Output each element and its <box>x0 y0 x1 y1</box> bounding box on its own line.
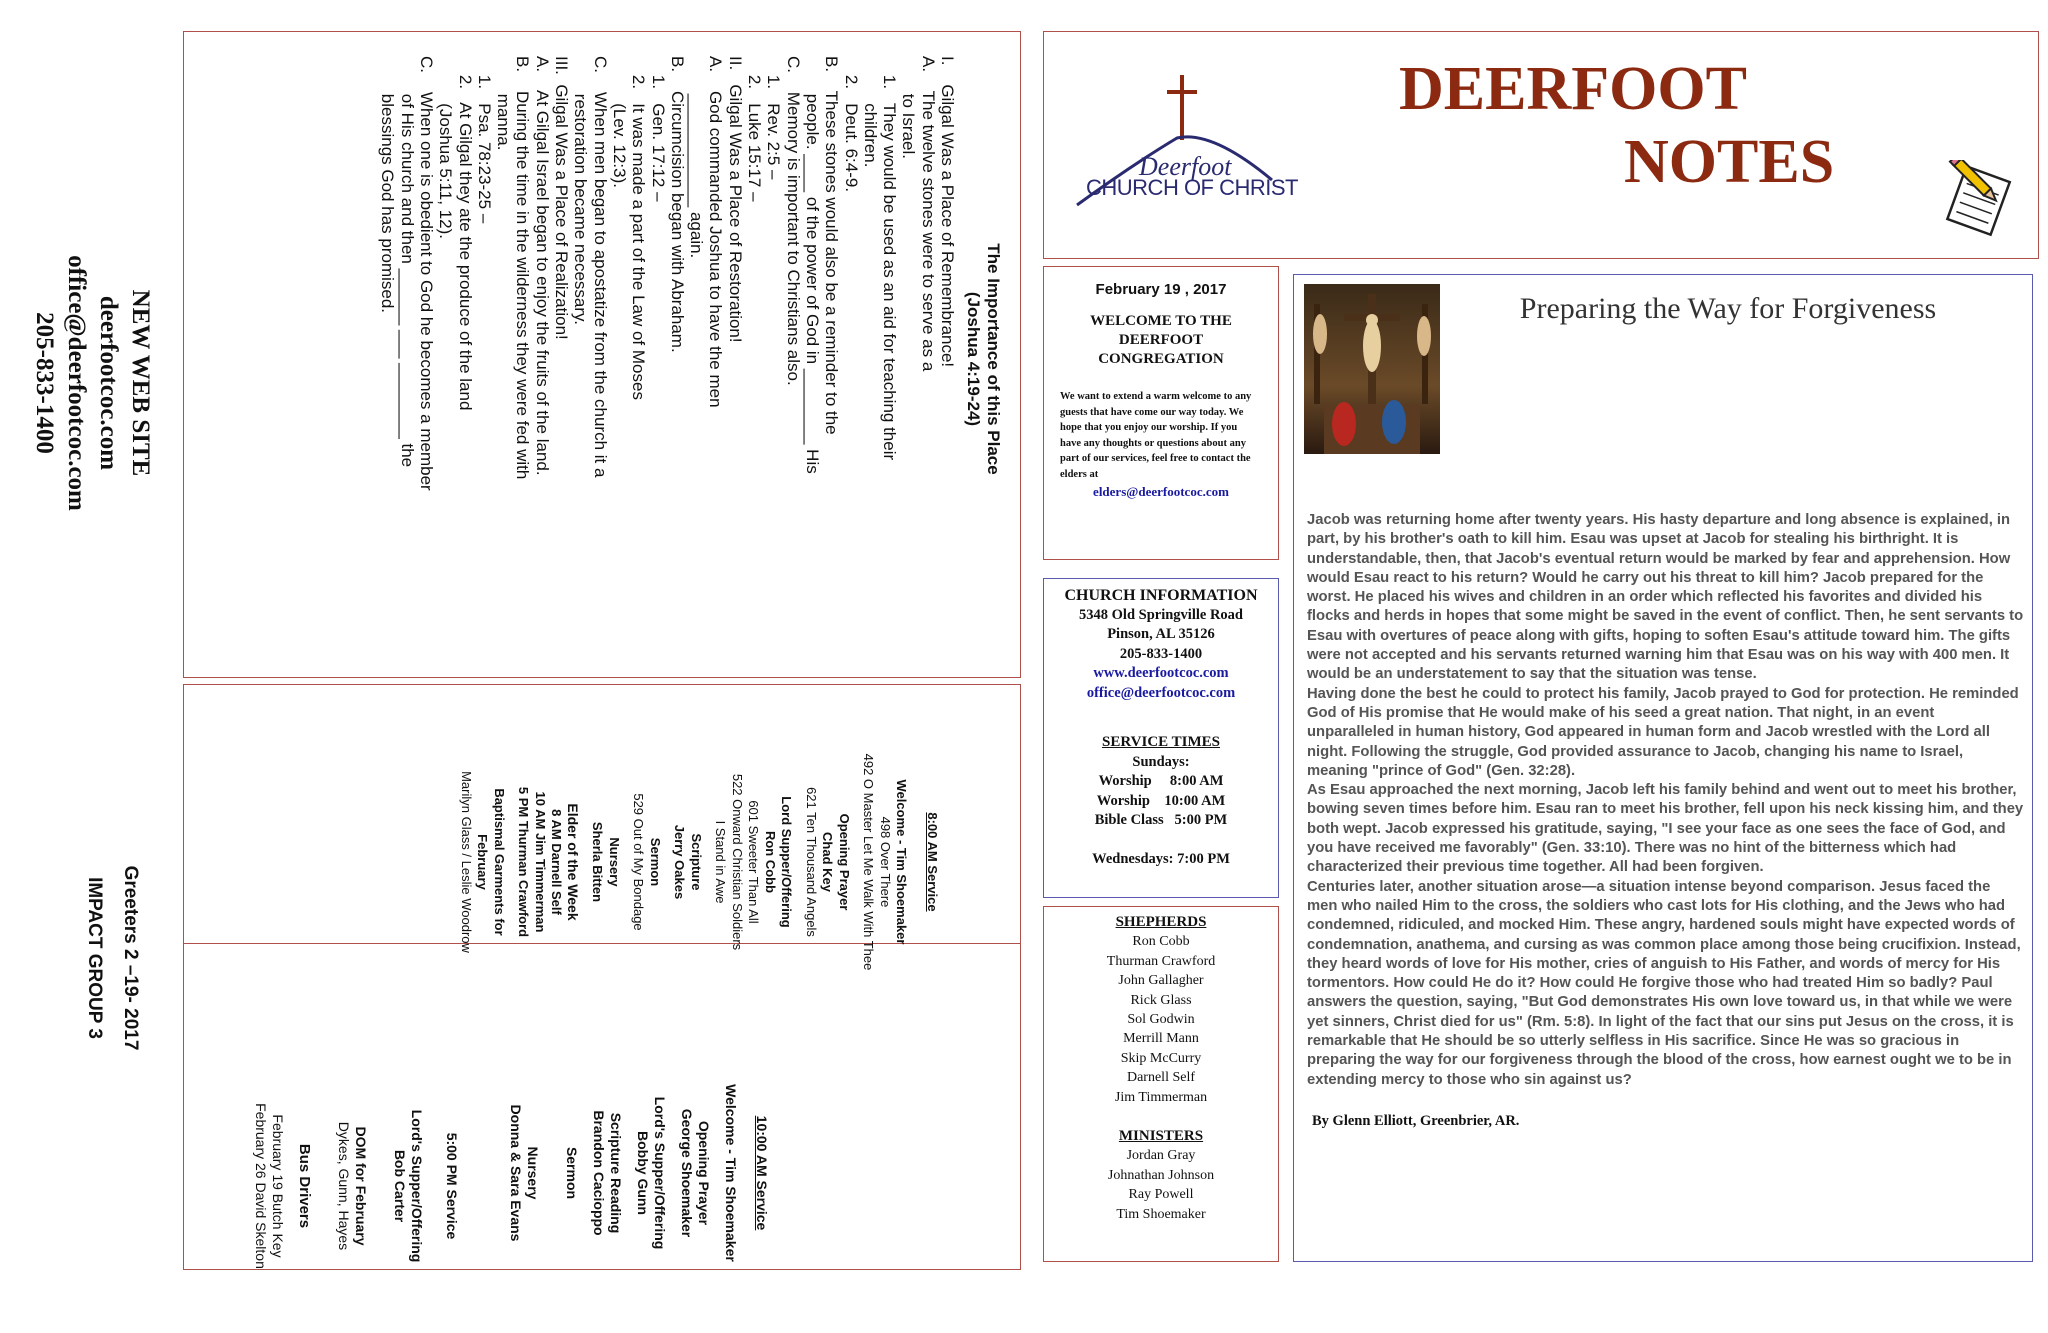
supper-name: Ron Cobb <box>763 830 778 894</box>
outline-line: B. Circumcision began with Abraham. <box>667 56 687 353</box>
outline-line: A. At Gilgal Israel began to enjoy the fruits of the land. <box>532 56 552 476</box>
song-4: 601 Sweeter Than All <box>746 800 762 924</box>
elder-label: Elder of the Week <box>565 803 581 921</box>
outline-line: C. When men began to apostatize from the church it a <box>590 56 610 478</box>
outline-line: 1. Rev. 2:5 – <box>764 56 784 180</box>
outline-content <box>187 32 1017 672</box>
greeters-group: IMPACT GROUP 3 <box>84 877 105 1039</box>
article-paragraph-1: Jacob was returning home after twenty years. His hasty departure and long absence is explained, in part, by his brother's oath to kill him. Esau was upset at Jacob for stealing his birthright. It is understandable, then, that Jacob's eventual return would be marked by fear and apprehension. How would Esau react to his return? Would he carry out his threat to kill him? Jacob prepared for the worst. He placed his wives and children in an order which reflected his favorites and divided his flocks and herds in hopes that some might be saved in the event of conflict. Then, he sent servants to Esau with overtures of peace along with gifts, hoping to soften Esau's attitude toward him. The gifts were not accepted and his servants returned warning him that Esau was on his way with 400 men. It would be an understatement to say that the situation was tense. <box>1307 512 2024 683</box>
service-wednesdays: Wednesdays: 7:00 PM <box>1092 850 1230 867</box>
prayer-name: Chad Key <box>820 832 836 892</box>
logo-subtitle: CHURCH OF CHRIST <box>1086 175 1298 200</box>
elder-3: 5 PM Thurman Crawford <box>516 786 532 938</box>
ministers-list <box>1044 1146 1278 1224</box>
dom-label: DOM for February <box>353 1126 369 1246</box>
shepherd-name: Jim Timmerman <box>1114 1089 1208 1105</box>
service-times-heading: SERVICE TIMES <box>1102 734 1220 750</box>
welcome-heading: WELCOME TO THE DEERFOOT CONGREGATION <box>1090 313 1232 367</box>
outline-line: 1. Gen. 17:12 – <box>648 56 668 202</box>
nursery-name: Sherla Bitten <box>590 821 606 903</box>
service-10-nursery-name: Donna & Sara Evans <box>508 1104 524 1242</box>
service-bible-class: Bible Class 5:00 PM <box>1094 812 1228 828</box>
title-notes: NOTES <box>1624 128 1835 196</box>
minister-name: Ray Powell <box>1128 1187 1194 1203</box>
info-website[interactable]: www.deerfootcoc.com <box>1093 665 1229 681</box>
service-8am <box>459 734 944 990</box>
minister-name: Tim Shoemaker <box>1116 1206 1206 1222</box>
service-worship-2: Worship 10:00 AM <box>1096 792 1226 809</box>
outline-line: manna. <box>494 56 514 151</box>
baptismal-label: Baptismal Garments for <box>492 788 507 936</box>
service-8-heading: 8:00 AM Service <box>925 812 940 912</box>
greeters-date: Greeters 2 –19- 2017 <box>120 865 141 1051</box>
scripture-name: Jerry Oakes <box>672 824 688 900</box>
service-10-scripture-label: Scripture Reading <box>608 1112 624 1234</box>
song-2: 492 O Master Let Me Walk With Thee <box>861 753 877 971</box>
service-10-scripture-name: Brandon Cacioppo <box>591 1110 607 1236</box>
prayer-label: Opening Prayer <box>837 813 852 911</box>
pm-blank <box>433 1086 443 1286</box>
info-email[interactable]: office@deerfootcoc.com <box>1086 684 1236 701</box>
service-10-welcome: Welcome - Tim Shoemaker <box>723 1084 739 1262</box>
outline-line: C. Memory is important to Christians also. <box>783 56 803 386</box>
dom-names: Dykes, Gunn, Hayes <box>336 1121 352 1251</box>
shepherd-name: Skip McCurry <box>1120 1050 1202 1066</box>
outline-list <box>378 56 957 662</box>
contact-email[interactable]: office@deerfootcoc.com <box>63 255 90 511</box>
greeters-vertical <box>68 778 148 1138</box>
info-heading: CHURCH INFORMATION <box>1064 587 1258 604</box>
song-3: 621 Ten Thousand Angels <box>804 787 819 937</box>
welcome-box <box>1043 266 1279 560</box>
contact-website[interactable]: deerfootcoc.com <box>95 295 122 471</box>
elder-2: 10 AM Jim Timmerman <box>533 791 548 933</box>
service-worship-1: Worship 8:00 AM <box>1098 773 1224 789</box>
outline-line: 2. It was made a part of the Law of Moses <box>629 56 649 400</box>
outline-subtitle: (Joshua 4:19-24) <box>964 291 983 427</box>
pm-supper-name: Bob Carter <box>392 1149 408 1223</box>
info-phone: 205-833-1400 <box>1119 645 1203 662</box>
article-paragraph-4: Centuries later, another situation arose—a situation intense beyond comparison. Jesus faced the men who nailed Him to the cross, the soldiers who cast lots for His clothing, and the Jews who had condemned, ridiculed, and mocked Him. These angry, hardened souls might have expected words of condemnation, anathema, and cursing as was common place among those being crucifixion. Instead, they heard words of love for His mother, cries of anguish to His Father, and words of mercy for His tormentors. How could He do it? How could He forgive those who had treated Him so badly? Paul answers the question, saying, "But God demonstrates His own love toward us, in that while we were yet sinners, Christ died for us" (Rm. 5:8). In light of the fact that our sins put Jesus on the cross, it is remarkable that He should be so utterly selfless in His sacrifice. Since He was so gracious in preparing the way for our forgiveness through the blood of the cross, how earnest ought we to be in extending mercy to those who sin against us? <box>1307 878 2021 1088</box>
pm-supper-label: Lord's Supper/Offering <box>409 1109 425 1263</box>
outline-line: to Israel. <box>899 56 919 159</box>
service-10am <box>468 1013 768 1333</box>
supper-label: Lord Supper/Offering <box>779 796 795 928</box>
title-deerfoot: DEERFOOT <box>1399 55 1747 123</box>
outline-line: people. ____ of the power of God in ________ His <box>802 56 822 474</box>
church-info-box <box>1043 578 1279 898</box>
contact-heading: NEW WEB SITE <box>127 289 154 477</box>
service-10-prayer-name: George Shoemaker <box>679 1108 695 1238</box>
service-sundays: Sundays: <box>1132 753 1190 770</box>
shepherd-name: John Gallagher <box>1118 973 1204 989</box>
minister-name: Jordan Gray <box>1126 1148 1196 1164</box>
contact-vertical <box>24 173 156 593</box>
article-title: Preparing the Way for Forgiveness <box>1519 292 1937 325</box>
elders-email[interactable]: elders@deerfootcoc.com <box>1093 484 1229 499</box>
outline-line: (Lev. 12:3). <box>609 56 629 188</box>
outline-line: 1. Psa. 78:23-25 – <box>474 56 494 224</box>
shepherd-name: Rick Glass <box>1130 992 1192 1008</box>
service-10-supper-name: Bobby Gunn <box>635 1131 651 1215</box>
pm-heading: 5:00 PM Service <box>444 1132 460 1240</box>
outline-line: A. God commanded Joshua to have the men <box>706 56 726 408</box>
outline-line: 2. At Gilgal they ate the produce of the land <box>455 56 475 411</box>
service-10-heading: 10:00 AM Service <box>754 1115 770 1231</box>
service-10-nursery-label: Nursery <box>525 1146 541 1200</box>
info-address2: Pinson, AL 35126 <box>1107 626 1215 642</box>
article-paragraph-2: Having done the best he could to protect his family, Jacob prayed to God for protection. He reminded God of His promise that He would make of his seed a great nation. That night, in an event unparalleled in human history, God appeared in human form and Jacob wrestled with the Lord all night. Following the struggle, God provided assurance to Jacob, changing his name to Israel, meaning "prince of God" (Gen. 32:28). <box>1307 685 2019 779</box>
outline-line: B. These stones would also be a reminder to the <box>822 56 842 435</box>
service-8-welcome: Welcome - Tim Shoemaker <box>894 779 910 945</box>
info-address1: 5348 Old Springville Road <box>1079 606 1243 623</box>
outline-line: 1. They would be used as an aid for teaching their <box>880 56 900 461</box>
shepherd-name: Sol Godwin <box>1127 1012 1195 1028</box>
logo-name: Deerfoot <box>1139 152 1232 181</box>
service-10-prayer-label: Opening Prayer <box>696 1120 712 1226</box>
sermon-label: Sermon <box>648 837 663 887</box>
outline-line: 2. Deut. 6:4-9. <box>841 56 861 193</box>
song-5: 522 Onward Christian Soldiers <box>730 773 745 951</box>
elder-1: 8 AM Darnell Self <box>549 809 565 915</box>
outline-line: B. During the time in the wilderness they were fed with <box>513 56 533 480</box>
bulletin-date: February 19 , 2017 <box>1095 281 1227 298</box>
outline-line: 2. Luke 15:17 – <box>745 56 765 202</box>
outline-line: I. Gilgal Was a Place of Remembrance! <box>938 56 957 368</box>
notepad-pencil-icon <box>1944 160 2022 240</box>
outline-line: blessings God has promised. <box>378 56 398 314</box>
outline-line: ____________ again. <box>687 56 707 259</box>
scripture-label: Scripture <box>689 833 704 891</box>
song-1: 498 Over There <box>878 816 893 908</box>
shepherd-name: Thurman Crawford <box>1106 953 1216 969</box>
outline-line: A. The twelve stones were to serve as a <box>918 56 938 372</box>
service-10-supper-label: Lord's Supper/Offering <box>652 1096 668 1250</box>
song-7: 529 Out of My Bondage <box>631 793 647 931</box>
shepherd-name: Darnell Self <box>1126 1070 1196 1086</box>
crucifixion-painting-image <box>1304 284 1440 454</box>
service-5pm <box>176 1086 462 1286</box>
shepherds-list <box>1044 932 1278 1107</box>
outline-line: (Joshua 5:11, 12). <box>436 56 456 239</box>
outline-title: The Importance of this Place <box>984 243 1003 475</box>
outline-line: C. When one is obedient to God he becomes a member <box>416 56 436 491</box>
shepherd-name: Ron Cobb <box>1132 934 1190 950</box>
baptismal-names: Marilyn Glass / Leslie Woodrow <box>459 771 474 953</box>
nursery-label: Nursery <box>607 837 622 887</box>
article-body <box>1307 511 2024 1131</box>
masthead <box>1043 31 2039 259</box>
contact-phone: 205-833-1400 <box>31 312 58 454</box>
minister-name: Johnathan Johnson <box>1107 1167 1215 1183</box>
service-10-sermon-label: Sermon <box>564 1146 580 1200</box>
shepherd-name: Merrill Mann <box>1123 1031 1199 1047</box>
outline-line: restoration became necessary. <box>571 56 591 325</box>
song-6: I Stand in Awe <box>713 820 729 904</box>
baptismal-month: February <box>475 834 491 890</box>
outline-line: of His church and then ______ ___ ________ the <box>397 56 417 468</box>
outline-line: II. Gilgal Was a Place of Restoration! <box>725 56 745 343</box>
ministers-heading: MINISTERS <box>1118 1128 1204 1145</box>
shepherds-heading: SHEPHERDS <box>1115 914 1207 930</box>
bus-label: Bus Drivers <box>296 1143 313 1229</box>
bus-driver-1: February 19 Butch Key <box>270 1114 286 1258</box>
outline-line: children. <box>860 56 880 168</box>
welcome-body: We want to extend a warm welcome to any guests that have come our way today. We hope that you enjoy our worship. If you have any thoughts or questions about any part of our services, feel free to contact the elders at <box>1060 391 1252 480</box>
bus-driver-2: February 26 David Skelton <box>253 1103 269 1269</box>
outline-line: III. Gilgal Was a Place of Realization! <box>552 56 572 340</box>
article-paragraph-3: As Esau approached the next morning, Jacob left his family behind and went out to meet his brother, bowing seven times before him. Esau ran to meet his brother, fell upon his neck kissing him, and they both wept. Jacob expressed his gratitude, saying, "I see your face as one sees the face of God, and you have received me favorably" (Gen. 33:10). There was no hint of the bitterness which had characterized their previous time together. All had been forgiven. <box>1307 782 2024 876</box>
shepherds-box <box>1043 906 1279 1262</box>
article-byline: By Glenn Elliott, Greenbrier, AR. <box>1312 1112 1520 1129</box>
